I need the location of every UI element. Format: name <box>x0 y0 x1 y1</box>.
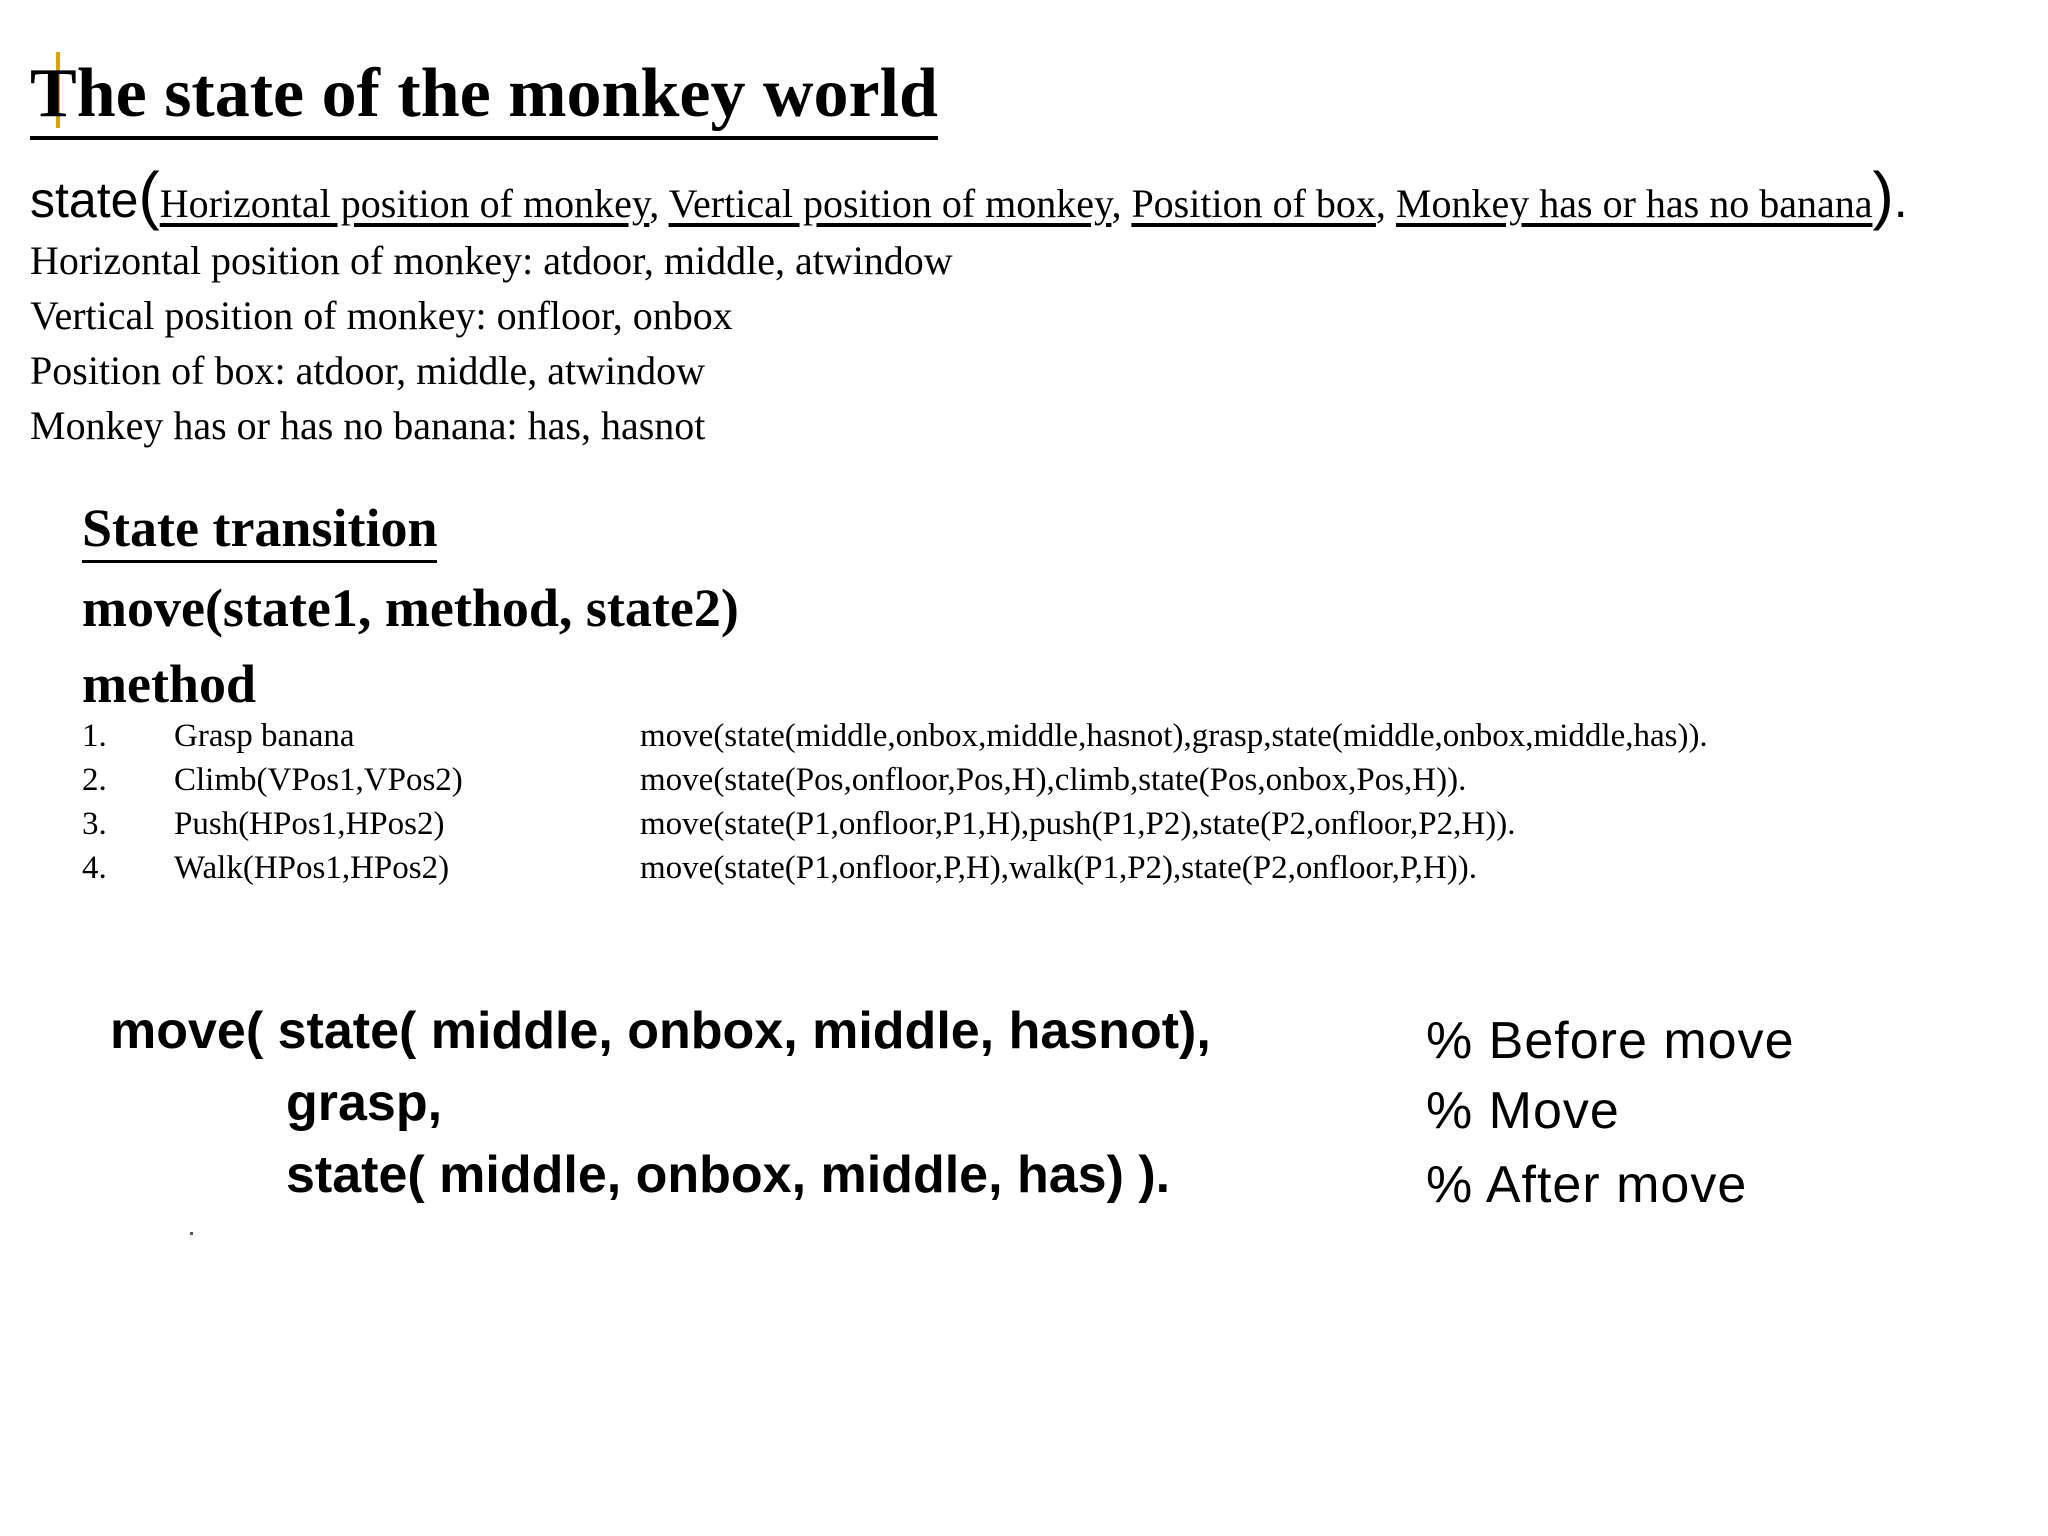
method-number: 1. <box>82 718 107 754</box>
description-banana: Monkey has or has no banana: has, hasnot <box>30 403 706 448</box>
close-paren: ) <box>1872 159 1894 231</box>
method-name: Grasp banana <box>174 718 355 754</box>
state-arg-horizontal: Horizontal position of monkey <box>159 181 650 226</box>
open-paren: ( <box>138 159 160 231</box>
description-vertical: Vertical position of monkey: onfloor, onbox <box>30 293 733 338</box>
method-code: move(state(P1,onfloor,P1,H),push(P1,P2),state(P2,onfloor,P2,H)). <box>640 806 1516 842</box>
method-row <box>0 760 2048 800</box>
method-name: Walk(HPos1,HPos2) <box>174 850 450 886</box>
comment-after-move: % After move <box>1426 1156 1748 1214</box>
method-code: move(state(Pos,onfloor,Pos,H),climb,state(Pos,onbox,Pos,H)). <box>640 762 1467 798</box>
method-number: 3. <box>82 806 107 842</box>
state-signature <box>30 160 1908 248</box>
page-title: The state of the monkey world <box>30 52 938 140</box>
description-horizontal: Horizontal position of monkey: atdoor, middle, atwindow <box>30 238 953 283</box>
method-name: Climb(VPos1,VPos2) <box>174 762 463 798</box>
example-line-before: move( state( middle, onbox, middle, hasnot), <box>110 1002 1211 1060</box>
move-signature: move(state1, method, state2) <box>82 578 739 638</box>
end-dot: . <box>1893 172 1908 228</box>
method-number: 4. <box>82 850 107 886</box>
comment-move: % Move <box>1426 1082 1620 1140</box>
state-arg-banana: Monkey has or has no banana <box>1395 181 1873 226</box>
state-arg-box: Position of box <box>1131 181 1376 226</box>
state-keyword: state <box>30 172 139 228</box>
arg-separator: , <box>649 181 669 226</box>
method-number: 2. <box>82 762 107 798</box>
stray-dot <box>190 1232 193 1235</box>
method-row <box>0 848 2048 888</box>
method-row <box>0 716 2048 756</box>
arg-separator: , <box>1111 181 1132 226</box>
arg-separator: , <box>1375 181 1396 226</box>
comment-before-move: % Before move <box>1426 1012 1795 1070</box>
method-code: move(state(middle,onbox,middle,hasnot),grasp,state(middle,onbox,middle,has)). <box>640 718 1708 754</box>
method-name: Push(HPos1,HPos2) <box>174 806 445 842</box>
method-row <box>0 804 2048 844</box>
state-transition-heading: State transition <box>82 496 437 563</box>
example-line-after: state( middle, onbox, middle, has) ). <box>286 1146 1171 1204</box>
example-line-move: grasp, <box>286 1074 443 1132</box>
method-heading: method <box>82 654 256 714</box>
description-box: Position of box: atdoor, middle, atwindow <box>30 348 706 393</box>
state-arg-vertical: Vertical position of monkey <box>668 181 1112 226</box>
method-code: move(state(P1,onfloor,P,H),walk(P1,P2),state(P2,onfloor,P,H)). <box>640 850 1477 886</box>
